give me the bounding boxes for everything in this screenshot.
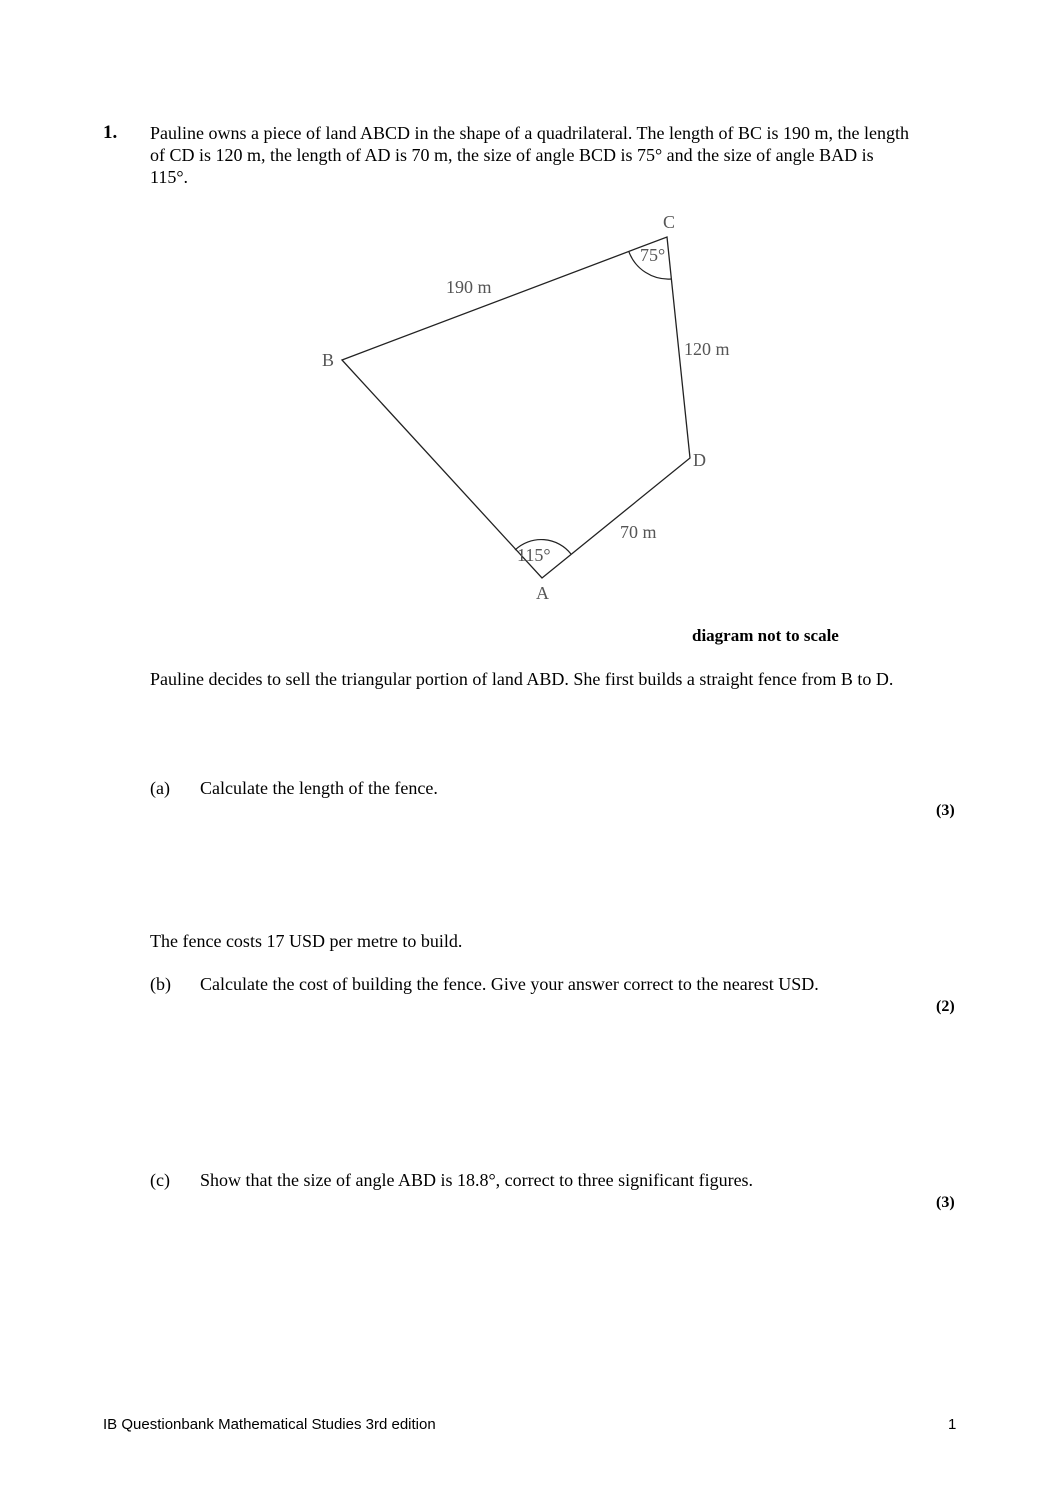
question-number: 1. bbox=[103, 122, 118, 143]
angle-label-c: 75° bbox=[640, 245, 666, 265]
footer-page-number: 1 bbox=[948, 1416, 957, 1433]
part-a-question: Calculate the length of the fence. bbox=[200, 778, 438, 798]
part-b-marks: (2) bbox=[936, 998, 955, 1015]
part-b-label: (b) bbox=[150, 974, 171, 994]
vertex-label-b: B bbox=[322, 350, 335, 370]
part-a-marks: (3) bbox=[936, 802, 955, 819]
side-label-ad: 70 m bbox=[620, 522, 657, 542]
footer-source: IB Questionbank Mathematical Studies 3rd edition bbox=[103, 1416, 436, 1433]
part-c-question: Show that the size of angle ABD is 18.8°, correct to three significant figures. bbox=[200, 1170, 754, 1190]
angle-label-a: 115° bbox=[517, 545, 551, 565]
context-paragraph-1: Pauline decides to sell the triangular portion of land ABD. She first builds a straight fence from B to D. bbox=[150, 669, 894, 689]
vertex-label-d: D bbox=[693, 450, 706, 470]
part-a-label: (a) bbox=[150, 778, 170, 798]
diagram-scale-note: diagram not to scale bbox=[692, 626, 839, 645]
context-paragraph-2: The fence costs 17 USD per metre to build. bbox=[150, 931, 463, 951]
quadrilateral-diagram bbox=[300, 205, 780, 615]
side-label-cd: 120 m bbox=[684, 339, 730, 359]
part-c-marks: (3) bbox=[936, 1194, 955, 1211]
part-b-question: Calculate the cost of building the fence. Give your answer correct to the nearest USD. bbox=[200, 974, 819, 994]
vertex-label-a: A bbox=[536, 583, 549, 603]
vertex-label-c: C bbox=[663, 212, 676, 232]
side-label-bc: 190 m bbox=[446, 277, 492, 297]
question-intro: Pauline owns a piece of land ABCD in the shape of a quadrilateral. The length of BC is 190 m, the length of CD is 120 m, the length of AD is 70 m, the size of angle BCD is 75° and the size of angle BAD is 115°. bbox=[150, 123, 910, 187]
part-c-label: (c) bbox=[150, 1170, 170, 1190]
